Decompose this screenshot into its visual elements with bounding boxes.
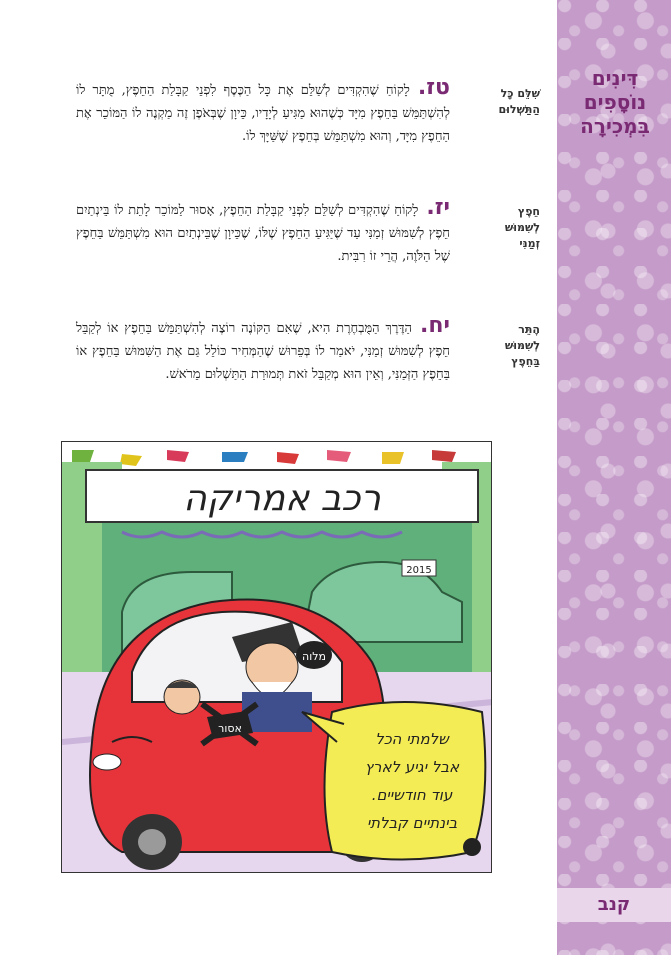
side-note (462, 86, 540, 118)
cartoon-drawing (62, 442, 492, 873)
child-icon (164, 680, 200, 714)
decorative-side-strip (557, 0, 671, 955)
lender-label: מלוה (302, 650, 326, 663)
side-note-line: הֶתֵּר (518, 323, 540, 336)
paragraph-number: טז. (417, 75, 450, 100)
artist-logo-icon (463, 838, 481, 856)
side-note-line: שִׁלֵּם כָּל (500, 87, 540, 100)
paragraph-number: יח. (420, 313, 450, 338)
side-note-line: הַתַּשְׁלוּם (498, 103, 540, 116)
speech-bubble (302, 702, 485, 860)
forbidden-label: אסור (218, 722, 242, 735)
side-note (462, 204, 540, 252)
side-note-line: לְשִׁמּוּשׁ (504, 339, 540, 352)
chapter-title-line: דִּינִים (591, 66, 639, 90)
paragraph-number: יז. (426, 195, 450, 220)
chapter-title-line: נוֹסָפִים (583, 90, 647, 114)
paragraph (76, 76, 450, 148)
showroom-sign: רכב אמריקה (183, 478, 381, 519)
paragraph-text: לָקוֹחַ שֶׁהִקְדִּים לְשַׁלֵּם אֶת כָּל הַכֶּסֶף לִפְנֵי קַבָּלַת הַחֵפֶץ, מֻתָּר לוֹ לְהִשְׁתַּמֵּשׁ בַּחֵפֶץ מִיָּד כְּשֶׁהוּא מַגִּיעַ לְיָדָיו, כֵּיוָן שֶׁבְּאֹפֶן זֶה מַקְנֶה לוֹ הַמּוֹכֵר אֶת הַחֵפֶץ מִיָּד, וְהוּא מִשְׁתַּמֵּשׁ בְּחֵפֶץ שֶׁשַּׁיָּךְ לוֹ. (76, 83, 450, 144)
chapter-title-line: בִּמְכִירָה (580, 114, 650, 138)
bubble-line: שלמתי הכל (375, 730, 449, 748)
paragraph-text: לָקוֹחַ שֶׁהִקְדִּים לְשַׁלֵּם לִפְנֵי קַבָּלַת הַחֵפֶץ, אָסוּר לַמּוֹכֵר לָתֵת לוֹ בֵּינְתַיִם חֵפֶץ לְשִׁמּוּשׁ זְמַנִּי עַד שֶׁיַּגִּיעַ הַחֵפֶץ שֶׁלּוֹ, שֶׁכֵּיוָן שֶׁבֵּינְתַיִם הוּא מִשְׁתַּמֵּשׁ בַּחֵפֶץ שֶׁל הַלֹּוֶה, הֲרֵי זוֹ רִבִּית. (76, 203, 450, 264)
paragraph (76, 196, 450, 268)
cartoon-illustration (61, 441, 492, 873)
page-number: קנב (557, 888, 671, 922)
chapter-title (566, 66, 664, 138)
side-note-line: זְמַנִּי (519, 237, 540, 250)
side-note-line: חֵפֶץ (517, 205, 540, 218)
side-note (462, 322, 540, 370)
side-note-line: לְשִׁמּוּשׁ (504, 221, 540, 234)
bubble-line: בינתיים קבלתי (366, 814, 458, 832)
car-year-tag: 2015 (406, 565, 432, 576)
bubble-line: אבל יגיע לארץ (364, 758, 460, 776)
paragraph-text: הַדֶּרֶךְ הַמֻּבְחֶרֶת הִיא, שֶׁאִם הַקּוֹנֶה רוֹצֶה לְהִשְׁתַּמֵּשׁ בַּחֵפֶץ אוֹ לְקַבֵּל חֵפֶץ לְשִׁמּוּשׁ זְמַנִּי, יֹאמַר לוֹ בְּפֵרוּשׁ שֶׁהַמְּחִיר כּוֹלֵל גַּם אֶת הַשִּׁמּוּשׁ בַּחֵפֶץ אוֹ בַּחֵפֶץ הַזְּמַנִּי, וְאֵין הוּא מְקַבֵּל זֹאת תְּמוּרַת הַתַּשְׁלוּם מֵרֹאשׁ. (76, 321, 450, 382)
bubble-line: עוד חודשיים. (371, 786, 453, 804)
paragraph (76, 314, 450, 386)
side-note-line: בַּחֵפֶץ (511, 355, 540, 368)
